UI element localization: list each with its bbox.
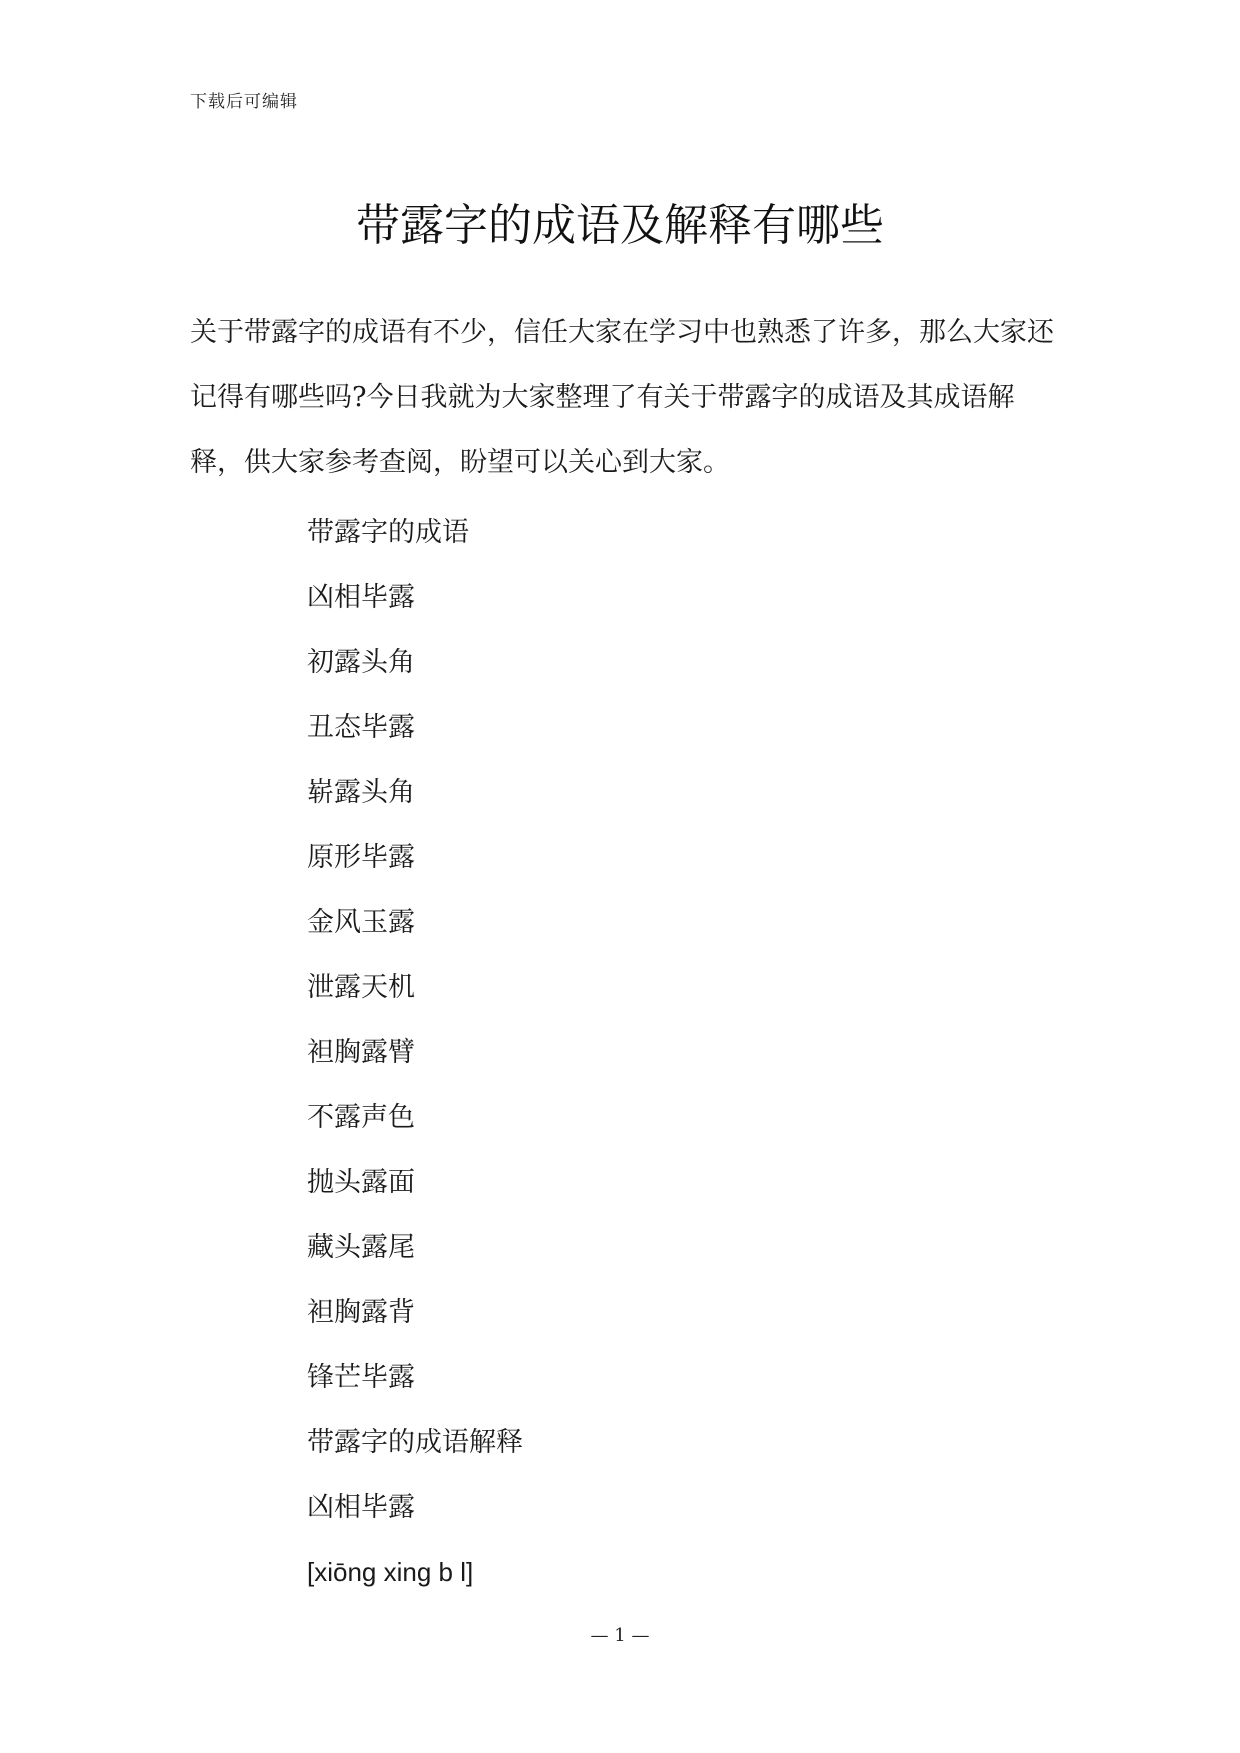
intro-paragraph: 关于带露字的成语有不少，信任大家在学习中也熟悉了许多，那么大家还记得有哪些吗?今日我就为大家整理了有关于带露字的成语及其成语解释，供大家参考查阅，盼望可以关心到大家。 [190,317,1054,478]
idiom-list [307,500,523,1605]
list-item: 泄露天机 [307,972,415,1003]
list-item: 抛头露面 [307,1167,415,1198]
list-item: 锋芒毕露 [307,1362,415,1393]
pinyin-line: [xiōng xing b l] [307,1557,474,1587]
list-item: 初露头角 [307,647,415,678]
list-item: 袒胸露臂 [307,1037,415,1068]
list-item: 不露声色 [307,1102,415,1133]
list-item: 原形毕露 [307,842,415,873]
list-item: 凶相毕露 [307,582,415,613]
section-heading-idioms: 带露字的成语 [307,517,469,548]
document-title: 带露字的成语及解释有哪些 [356,200,884,251]
list-item: 金风玉露 [307,907,415,938]
list-item: 崭露头角 [307,777,415,808]
list-item: 藏头露尾 [307,1232,415,1263]
section-heading-explanations: 带露字的成语解释 [307,1427,523,1458]
list-item: 袒胸露背 [307,1297,415,1328]
list-item: 凶相毕露 [307,1492,415,1523]
header-note: 下载后可编辑 [190,92,298,112]
page-number: — 1 — [590,1625,650,1646]
list-item: 丑态毕露 [307,712,415,743]
